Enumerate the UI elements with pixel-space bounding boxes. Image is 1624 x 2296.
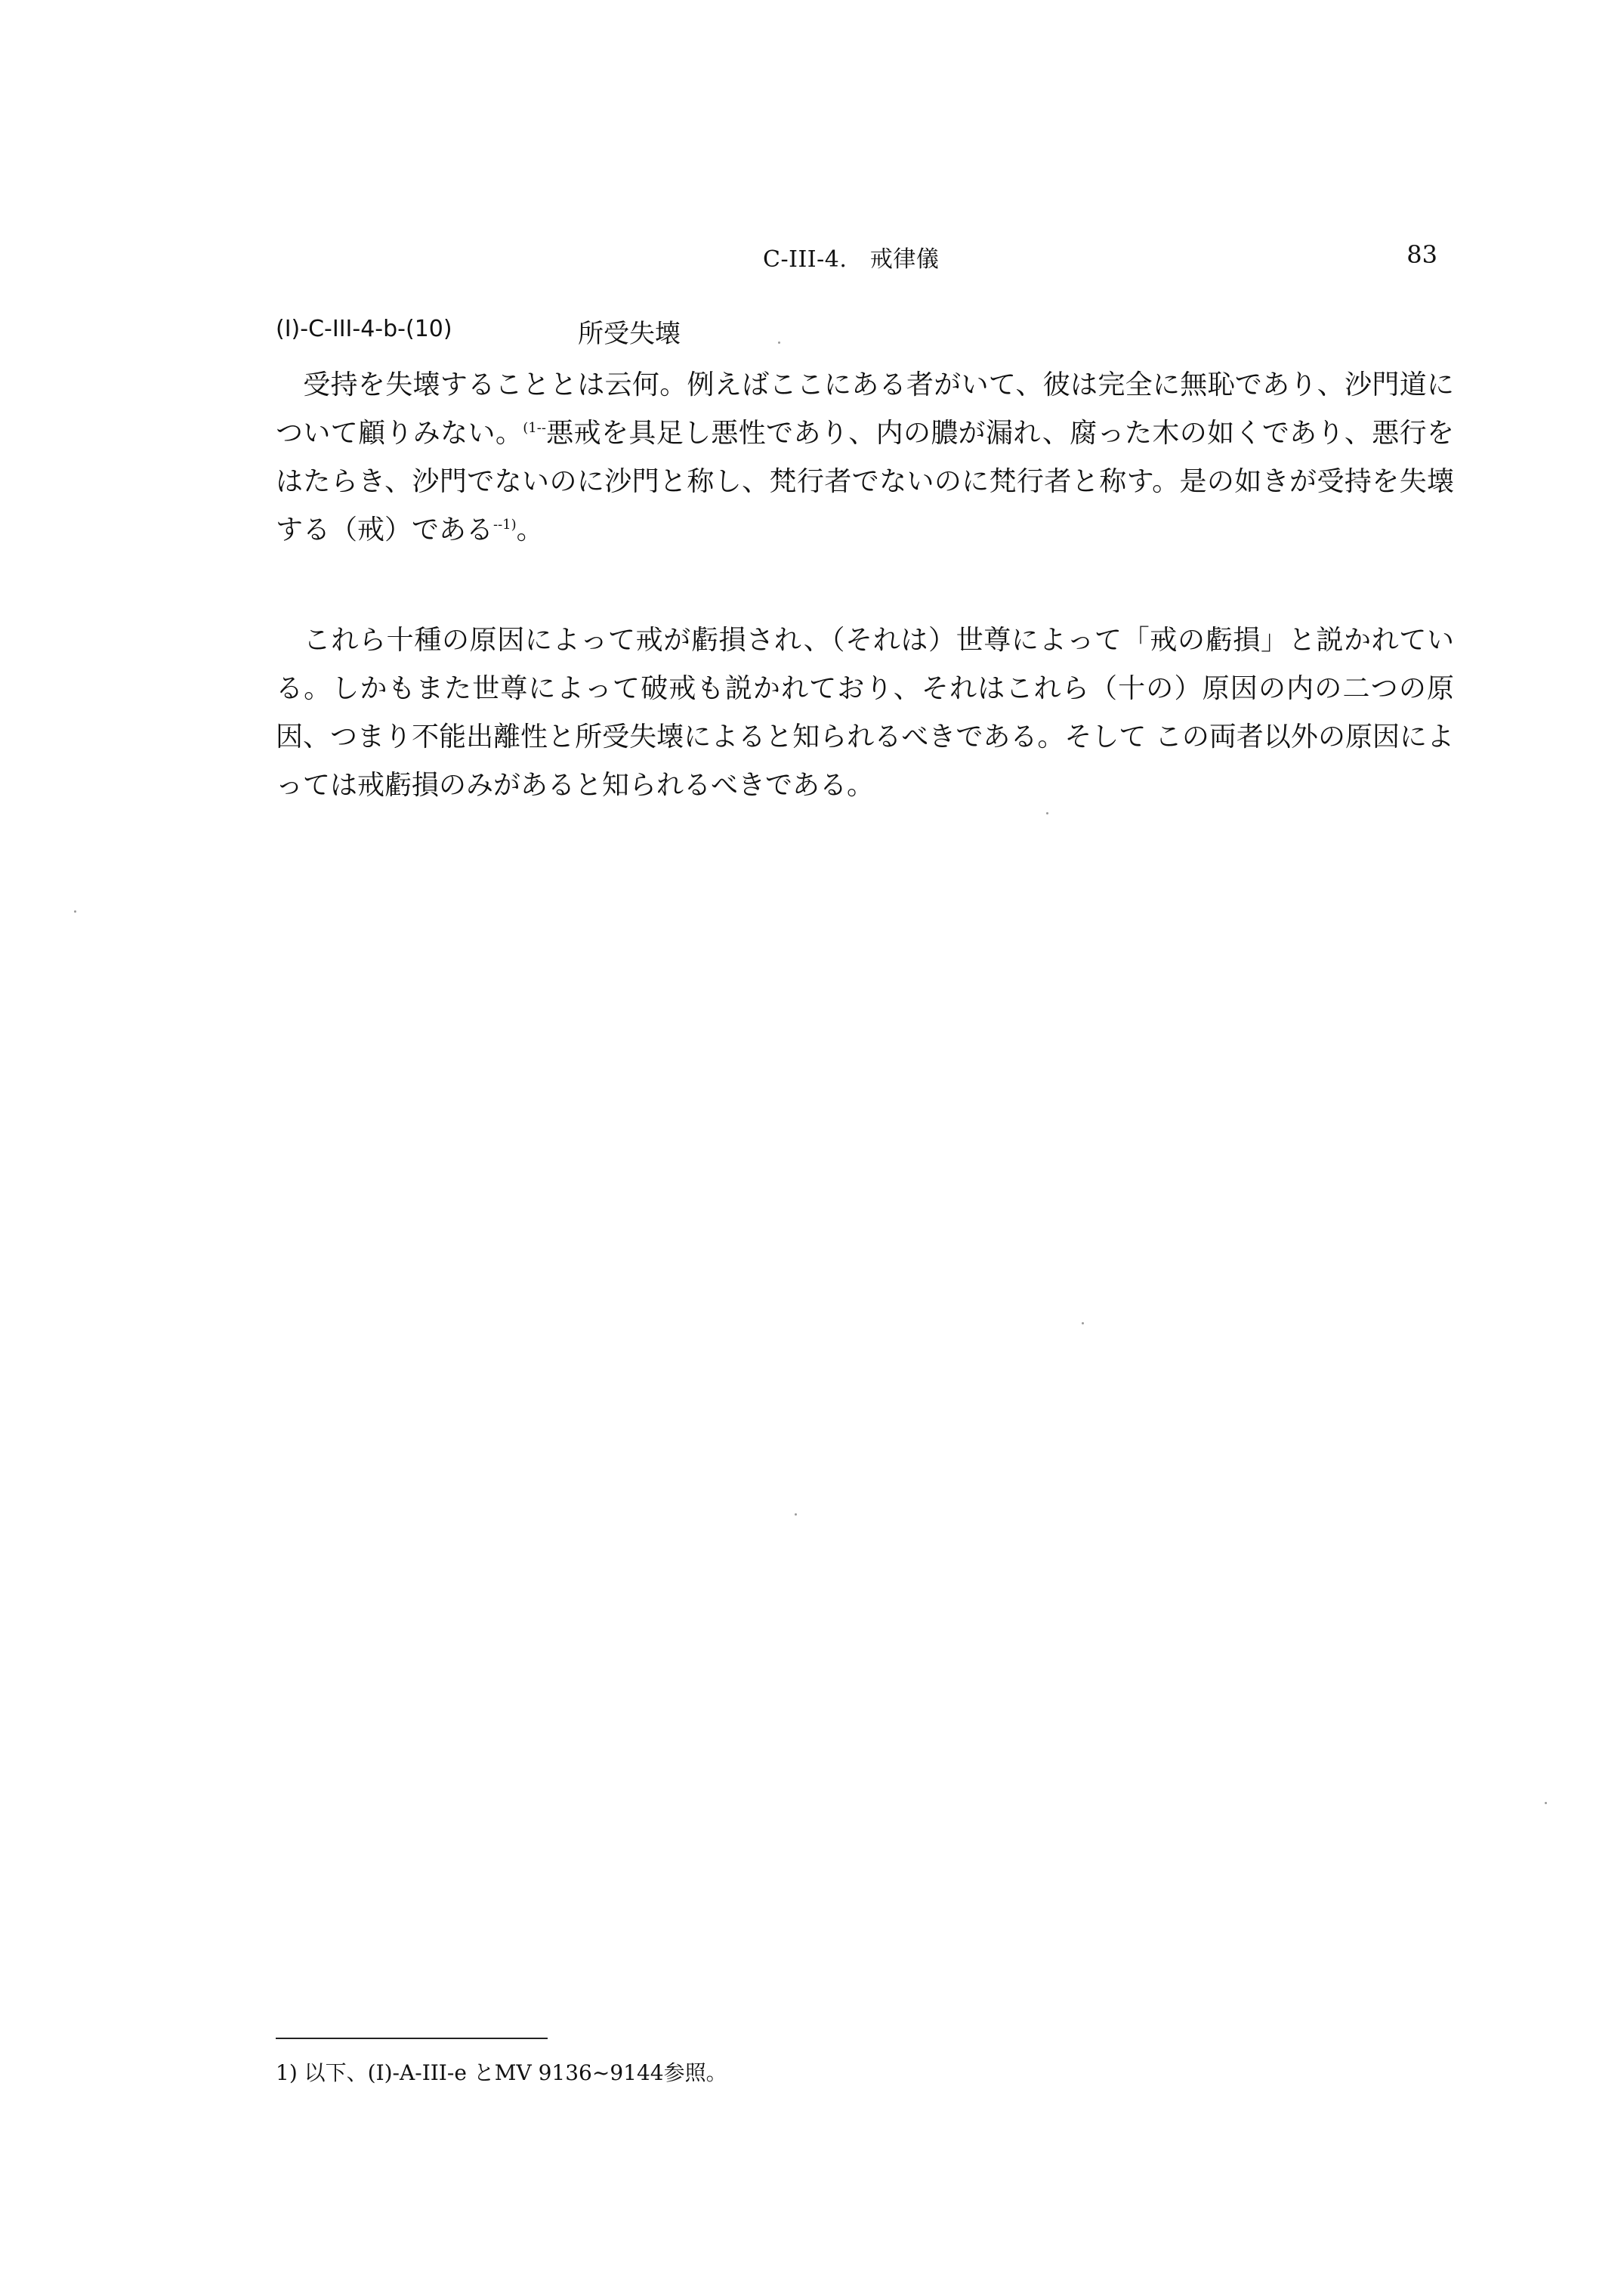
scan-speck <box>778 341 780 344</box>
running-header <box>0 240 1624 278</box>
section-code: (I)-C-III-4-b-(10) <box>276 316 452 342</box>
paragraph-1-text-b: 悪戒を具足し悪性であり、内の膿が漏れ、腐った木の如くであり、悪行をはたらき、沙門でないのに沙門と称し、梵行者でないのに梵行者と称す。是の如きが受持を失壊する（戒）である <box>276 418 1454 545</box>
scan-speck <box>1082 1322 1084 1324</box>
running-title: C-III-4. 戒律儀 <box>763 246 940 273</box>
paragraph-1-text-c: 。 <box>516 515 544 545</box>
paragraph-2 <box>276 616 1454 810</box>
footnote-marker-open: (1-- <box>523 420 546 436</box>
section-title: 所受失壊 <box>578 319 681 349</box>
footnote-marker-close: --1) <box>493 517 517 533</box>
scan-speck <box>795 1513 797 1516</box>
footnote-1: 1) 以下、(I)-A-III-e とMV 9136~9144参照。 <box>276 2060 727 2085</box>
paragraph-2-text: これら十種の原因によって戒が虧損され、（それは）世尊によって「戒の虧損」と説かれている。しかもまた世尊によって破戒も説かれており、それはこれら（十の）原因の内の二つの原因、つまり不能出離性と所受失壊によると知られるべきである。そして この両者以外の原因によっては戒虧損のみがあると知られるべきである。 <box>276 625 1454 801</box>
paragraph-1-text-a: 受持を失壊することとは云何。例えばここにある者がいて、彼は完全に無恥であり、沙門道について顧りみない。 <box>276 369 1454 449</box>
scan-speck <box>74 910 76 913</box>
scan-speck <box>1046 812 1048 814</box>
scan-speck <box>1545 1802 1547 1804</box>
paragraph-1 <box>276 361 1454 555</box>
footnote-divider <box>276 2038 548 2039</box>
page-number: 83 <box>1406 240 1437 269</box>
